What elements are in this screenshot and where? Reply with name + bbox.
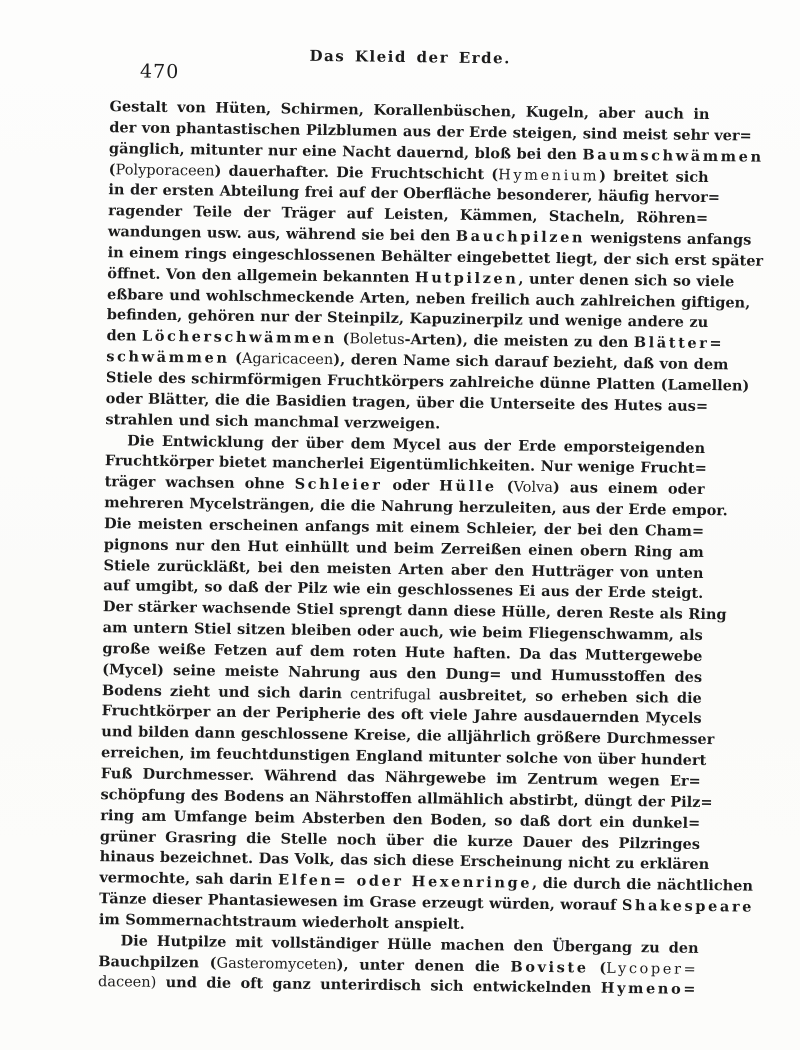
body-text: schöpfung des Bodens an Nährstoffen allmählich abstirbt, düngt der Pilz=	[100, 785, 713, 811]
body-text: ) dauerhafter. Die Fruchtschicht (	[214, 162, 499, 183]
body-text: den	[106, 327, 143, 345]
body-text: in einem rings eingeschlossenen Behälter eingebettet liegt, der sich erst später	[107, 244, 764, 270]
body-text: ragender Teile der Träger auf Leisten, Kämmen, Stacheln, Röhren=	[108, 202, 709, 228]
body-text: öffnet. Von den allgemein bekannten	[107, 264, 416, 286]
body-text: ausbreitet, so erheben sich die	[430, 686, 702, 707]
antiqua-text: Gasteromyceten	[216, 955, 337, 973]
body-text: Stiele zurückläßt, bei den meisten Arten aber den Hutträger von unten	[103, 556, 704, 582]
emphasized-text: Boviste	[510, 958, 589, 977]
body-text: Fuß Durchmesser. Während das Nährgewebe im Zentrum wegen Er=	[100, 765, 701, 790]
emphasized-text: Blätter=	[633, 334, 725, 353]
emphasized-text: Hülle	[439, 477, 497, 496]
body-text: hinaus bezeichnet. Das Volk, das sich diese Erscheinung nicht zu erklären	[99, 848, 710, 874]
body-text: Die Hutpilze mit vollständiger Hülle machen den Übergang zu den	[120, 932, 699, 957]
antiqua-text: Agaricaceen	[241, 351, 334, 369]
body-text: (	[108, 160, 116, 178]
emphasized-text: Hymenium	[498, 166, 600, 185]
body-text: Bodens zieht und sich darin	[101, 681, 351, 702]
body-text: ), unter denen die	[336, 955, 511, 976]
body-text: wenigstens anfangs	[585, 229, 752, 249]
emphasized-text: Bauchpilzen	[455, 227, 586, 247]
body-text: Stiele des schirmförmigen Fruchtkörpers zahlreiche dünne Platten (Lamellen)	[105, 369, 750, 395]
emphasized-text: Shakespeare	[621, 896, 755, 916]
body-text: erreichen, im feuchtdunstigen England mitunter solche von über hundert	[100, 744, 707, 770]
body-text: strahlen und sich manchmal verzweigen.	[105, 410, 441, 433]
antiqua-text: Volva	[513, 479, 554, 497]
antiqua-text: centrifugal	[349, 685, 431, 704]
body-text: (	[229, 349, 243, 368]
body-text: mehreren Mycelsträngen, die die Nahrung herzuleiten, aus der Erde empor.	[104, 494, 728, 520]
emphasized-text: Baumschwämmen	[582, 146, 764, 166]
body-text: auf umgibt, so daß der Pilz wie ein geschlossenes Ei aus der Erde steigt.	[103, 577, 704, 603]
text-block	[97, 97, 764, 1001]
emphasized-text: Schleier	[294, 475, 383, 494]
running-header: Das Kleid der Erde.	[309, 46, 511, 68]
body-text: Die Entwicklung der über dem Mycel aus der Erde emporsteigenden	[127, 431, 706, 457]
body-text: (	[336, 330, 350, 348]
body-text: ) breitet sich	[599, 167, 709, 186]
emphasized-text: Hymeno=	[600, 980, 699, 999]
body-text: träger wachsen ohne	[104, 473, 295, 493]
antiqua-text: daceen)	[97, 974, 157, 992]
page-number: 470	[139, 60, 180, 84]
antiqua-text: Boletus	[349, 331, 405, 349]
body-text: der von phantastischen Pilzblumen aus der Erde steigen, sind meist sehr ver=	[109, 118, 752, 145]
body-text: Die meisten erscheinen anfangs mit einem Schleier, der bei den Cham=	[103, 514, 705, 540]
body-text: große weiße Fetzen auf dem roten Hute haften. Da das Muttergewebe	[102, 640, 703, 665]
emphasized-text: Hutpilzen	[414, 268, 519, 288]
scan-block	[97, 0, 764, 1050]
body-text: Gestalt von Hüten, Schirmen, Korallenbüschen, Kugeln, aber auch in	[109, 98, 710, 124]
emphasized-text: Lycoper=	[606, 960, 699, 978]
body-text: gänglich, mitunter nur eine Nacht dauernd, bloß bei den	[108, 139, 583, 164]
body-text: Fruchtkörper bietet mancherlei Eigentümlichkeiten. Nur wenige Frucht=	[104, 452, 707, 478]
emphasized-text: schwämmen	[106, 348, 230, 367]
body-text: in der ersten Abteilung frei auf der Oberfläche besonderer, häufig hervor=	[108, 181, 721, 207]
body-text: und bilden dann geschlossene Kreise, die alljährlich größere Durchmesser	[101, 723, 715, 749]
body-text: (Mycel) seine meiste Nahrung aus den Dung= und Humusstoffen des	[102, 660, 703, 686]
body-text: Fruchtkörper an der Peripherie des oft viele Jahre ausdauernden Mycels	[101, 702, 702, 728]
body-text: oder	[382, 476, 440, 495]
body-text: Der stärker wachsende Stiel sprengt dann diese Hülle, deren Reste als Ring	[102, 598, 727, 624]
body-text: grüner Grasring die Stelle noch über die kurze Dauer des Pilzringes	[99, 827, 701, 853]
body-text: ), deren Name sich darauf bezieht, daß von dem	[333, 351, 729, 374]
body-text: wandungen usw. aus, während sie bei den	[107, 223, 456, 245]
body-text: im Sommernachtstraum wiederholt anspielt.	[98, 910, 465, 933]
body-text: Tänze dieser Phantasiewesen im Grase erzeugt würden, worauf	[99, 890, 623, 914]
body-text: oder Blätter, die die Basidien tragen, über die Unterseite des Hutes aus=	[105, 389, 709, 415]
body-text: -Arten), die meisten zu den	[404, 331, 634, 352]
body-text: (	[588, 959, 607, 977]
body-text: , unter denen sich so viele	[518, 270, 735, 291]
body-text: am untern Stiel sitzen bleiben oder auch, wie beim Fliegenschwamm, als	[102, 619, 703, 645]
emphasized-text: Elfen= oder Hexenringe	[277, 871, 533, 892]
body-text: ) aus einem oder	[552, 479, 705, 499]
body-text: und die oft ganz unterirdisch sich entwickelnden	[156, 974, 601, 998]
body-text: eßbare und wohlschmeckende Arten, neben freilich auch zahlreichen giftigen,	[106, 285, 751, 312]
body-text: vermochte, sah darin	[99, 869, 279, 889]
emphasized-text: Löcherschwämmen	[141, 327, 338, 348]
body-text: Bauchpilzen (	[98, 952, 217, 972]
body-text: pignons nur den Hut einhüllt und beim Zerreißen einen obern Ring am	[103, 535, 704, 561]
antiqua-text: Polyporaceen	[115, 161, 215, 180]
body-text: befinden, gehören nur der Steinpilz, Kapuzinerpilz und wenige andere zu	[106, 306, 709, 332]
body-text: (	[496, 478, 514, 496]
body-text: , die durch die nächtlichen	[531, 874, 754, 895]
body-text: ring am Umfange beim Absterben den Boden, so daß dort ein dunkel=	[100, 806, 701, 832]
